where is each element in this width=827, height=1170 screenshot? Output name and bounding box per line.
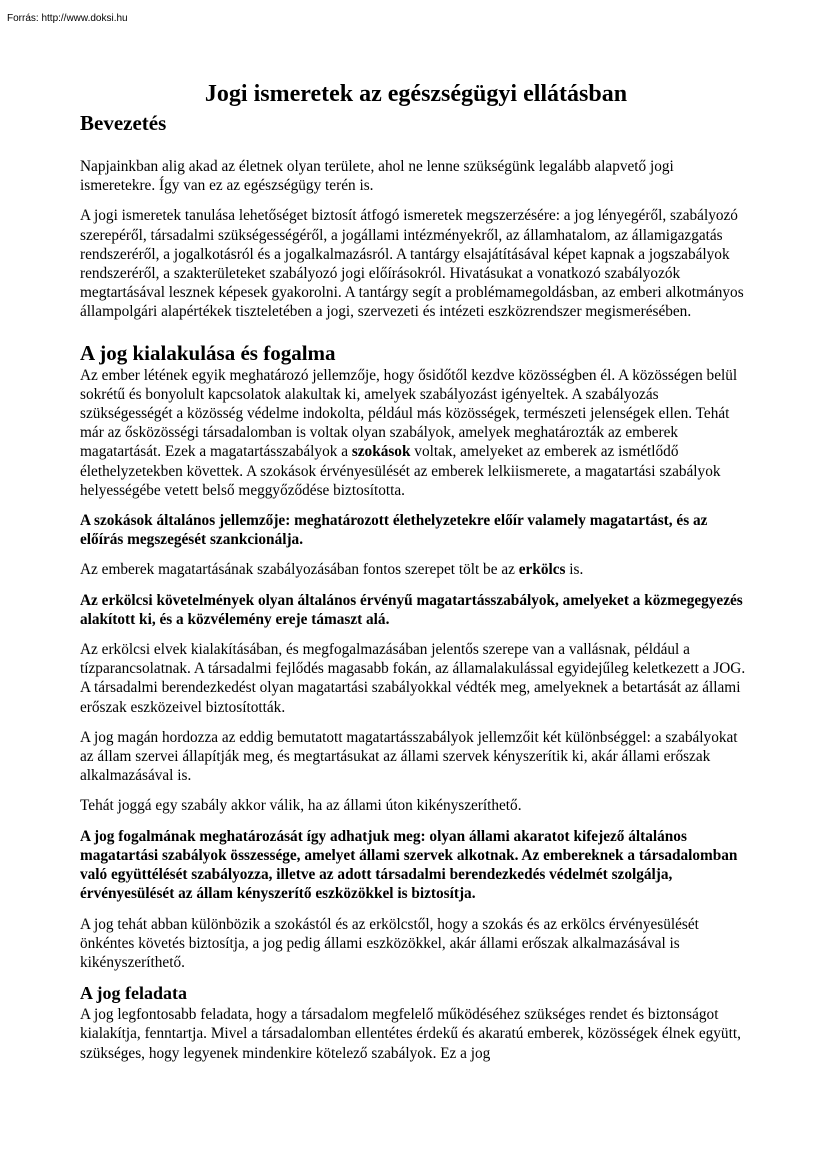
concept-paragraph-9: A jog tehát abban különbözik a szokástól és az erkölcstől, hogy a szokás és az erkölcs érvényesülését önkéntes követés biztosítja, a jog pedig állami eszközökkel, akár állami erőszak alkalmazásával is kikényszeríthető. <box>80 915 699 971</box>
concept-p1-end: voltak, amelyeket az emberek az ismétlődő élethelyzetekben követtek. A szokások érvényesülését az emberek lelkiismerete, a magatartási szabályok helyességébe vetett belső meggyőződése biztosította. <box>80 443 721 499</box>
concept-p3-bold-term: erkölcs <box>518 561 566 579</box>
task-paragraph-1: A jog legfontosabb feladata, hogy a társadalom megfelelő működéséhez szükséges rendet és biztonságot kialakítja, fenntartja. Mivel a társadalomban ellentétes érdekű és akaratú emberek, közösségek élnek együtt, szükséges, hogy legyenek mindenkire kötelező szabályok. Ez a jog <box>80 1006 741 1062</box>
concept-paragraph-8: A jog fogalmának meghatározását így adhatjuk meg: olyan állami akaratot kifejező általános magatartási szabályok összessége, amelyet állami szervek alkotnak. Az embereknek a társadalomban való együttélését szabályozza, illetve az adott társadalmi berendezkedés védelmét szolgálja, érvényesülését az állam kényszerítő eszközökkel is biztosítja. <box>80 827 738 903</box>
intro-paragraph-2: A jogi ismeretek tanulása lehetőséget biztosít átfogó ismeretek megszerzésére: a jog lényegéről, szabályozó szerepéről, társadalmi szükségességéről, a jogállami intézményekről, az államhatalom, az államigazgatás rendszeréről, a jogalkotásról és a jogalkalmazásról. A tantárgy elsajátításával képet kapnak a jogszabályok rendszeréről, a szakterületeket szabályozó jogi előírásokról. Hivatásukat a vonatkozó szabályozók megtartásával lesznek képesek gyakorolni. A tantárgy segít a problémamegoldásban, az emberi alkotmányos állampolgári alapértékek tiszteletében a jogi, szervezeti és intézeti eszközrendszer megismerésében. <box>80 207 744 321</box>
concept-paragraph-3 <box>80 560 752 579</box>
document-body <box>80 78 752 1063</box>
heading-intro: Bevezetés <box>80 111 167 135</box>
concept-paragraph-1 <box>80 366 752 500</box>
concept-p3-start: Az emberek magatartásának szabályozásában fontos szerepet tölt be az <box>80 561 519 579</box>
heading-concept: A jog kialakulása és fogalma <box>80 340 336 365</box>
concept-paragraph-5: Az erkölcsi elvek kialakításában, és megfogalmazásában jelentős szerepe van a vallásnak, például a tízparancsolatnak. A társadalmi fejlődés magasabb fokán, az államalakulással egyidejűleg keletkezett a JOG. A társadalmi berendezkedést olyan magatartási szabályokkal védték meg, amelyeknek a betartását az állami erőszak eszközeivel biztosították. <box>80 641 746 716</box>
concept-p1-start: Az ember létének egyik meghatározó jellemzője, hogy ősidőtől kezdve közösségben él. A közösségen belül sokrétű és bonyolult kapcsolatok alakultak ki, amelyek szabályozást igényeltek. A szabályozás szükségességét a közösség védelme indokolta, például más közösségek, természeti jelenségek ellen. Tehát már az ősközösségi társadalomban is voltak olyan szabályok, amelyek meghatározták az emberek magatartását. Ezek a magatartásszabályok a <box>80 366 738 461</box>
concept-p3-end: is. <box>565 561 584 579</box>
concept-paragraph-7: Tehát joggá egy szabály akkor válik, ha az állami úton kikényszeríthető. <box>80 797 522 815</box>
concept-paragraph-6: A jog magán hordozza az eddig bemutatott magatartásszabályok jellemzőit két különbséggel: a szabályokat az állam szervei állapítják meg, és megtartásukat az állami szervek kényszerítik ki, akár állami erőszak alkalmazásával is. <box>80 728 738 785</box>
concept-paragraph-4: Az erkölcsi követelmények olyan általános érvényű magatartásszabályok, amelyeket a közmegegyezés alakított ki, és a közvélemény ereje támaszt alá. <box>80 591 743 628</box>
heading-task: A jog feladata <box>80 983 187 1004</box>
concept-p1-bold-term: szokások <box>351 443 411 461</box>
document-title: Jogi ismeretek az egészségügyi ellátásban <box>204 81 628 107</box>
source-note: Forrás: http://www.doksi.hu <box>7 13 128 24</box>
concept-paragraph-2: A szokások általános jellemzője: meghatározott élethelyzetekre előír valamely magatartást, és az előírás megszegését szankcionálja. <box>80 512 708 549</box>
intro-paragraph-1: Napjainkban alig akad az életnek olyan területe, ahol ne lenne szükségünk legalább alapvető jogi ismeretekre. Így van ez az egészségügy terén is. <box>80 158 674 195</box>
